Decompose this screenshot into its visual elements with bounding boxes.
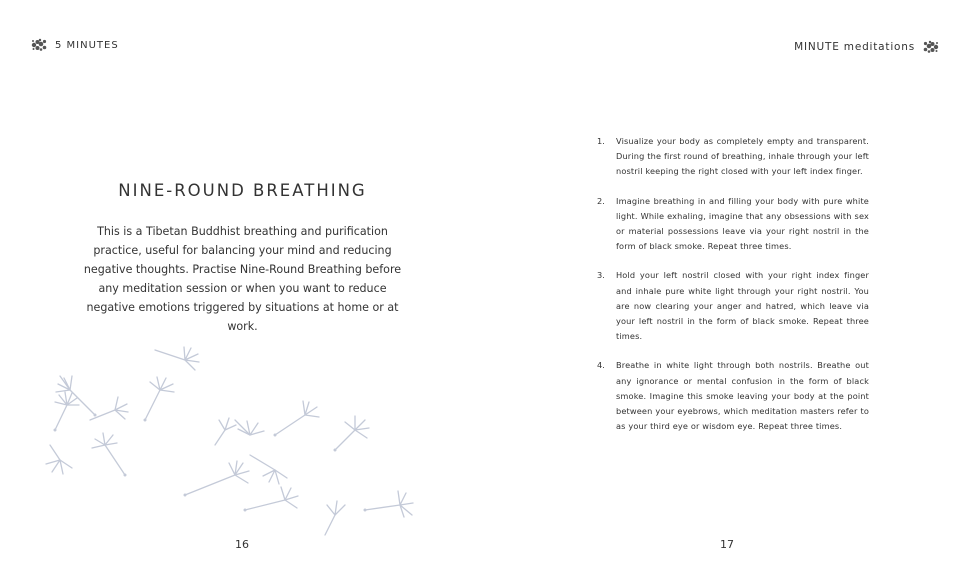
running-head-left (30, 38, 119, 52)
step-text: Visualize your body as completely empty and transparent. During the first round of breathing, inhale through your left nostril keeping the right closed with your left index finger. (616, 136, 869, 177)
intro-paragraph: This is a Tibetan Buddhist breathing and purification practice, useful for balancing your mind and reducing negative thoughts. Practise Nine-Round Breathing before any meditation session or when you want to reduce negative emotions triggered by situations at home or at work. (83, 225, 402, 333)
running-head-right-text: MINUTE meditations (794, 41, 915, 53)
step-text: Imagine breathing in and filling your body with pure white light. While exhaling, imagine that any obsessions with sex or material possessions leave via your right nostril in the form of black smoke. Repeat three times. (616, 195, 869, 252)
step-number: 1. (597, 136, 605, 146)
floral-flourish-icon (30, 38, 52, 52)
running-head-left-text: 5 MINUTES (55, 39, 119, 51)
steps-list (597, 134, 869, 448)
page-number-right: 17 (720, 538, 734, 551)
step-number: 3. (597, 270, 605, 281)
running-head-right (794, 40, 940, 54)
right-page (485, 0, 970, 576)
step-item (597, 268, 869, 344)
step-text: Hold your left nostril closed with your right index finger and inhale pure white light through your right nostril. You are now clearing your anger and hatred, which leave via your left nostril in the form of black smoke. Repeat three times. (616, 270, 869, 342)
step-item (597, 134, 869, 180)
step-number: 4. (597, 360, 605, 371)
step-number: 2. (597, 195, 605, 206)
page-number-left: 16 (235, 538, 249, 551)
chapter-title: NINE-ROUND BREATHING (118, 181, 367, 200)
dandelion-seeds-illustration (35, 335, 445, 550)
step-item (597, 194, 869, 255)
step-text: Breathe in white light through both nostrils. Breathe out any ignorance or mental confusion in the form of black smoke. Imagine this smoke leaving your body at the point between your eyebrows, which meditation masters refer to as your third eye or wisdom eye. Repeat three times. (616, 360, 869, 432)
floral-flourish-icon (918, 40, 940, 54)
step-item (597, 358, 869, 434)
